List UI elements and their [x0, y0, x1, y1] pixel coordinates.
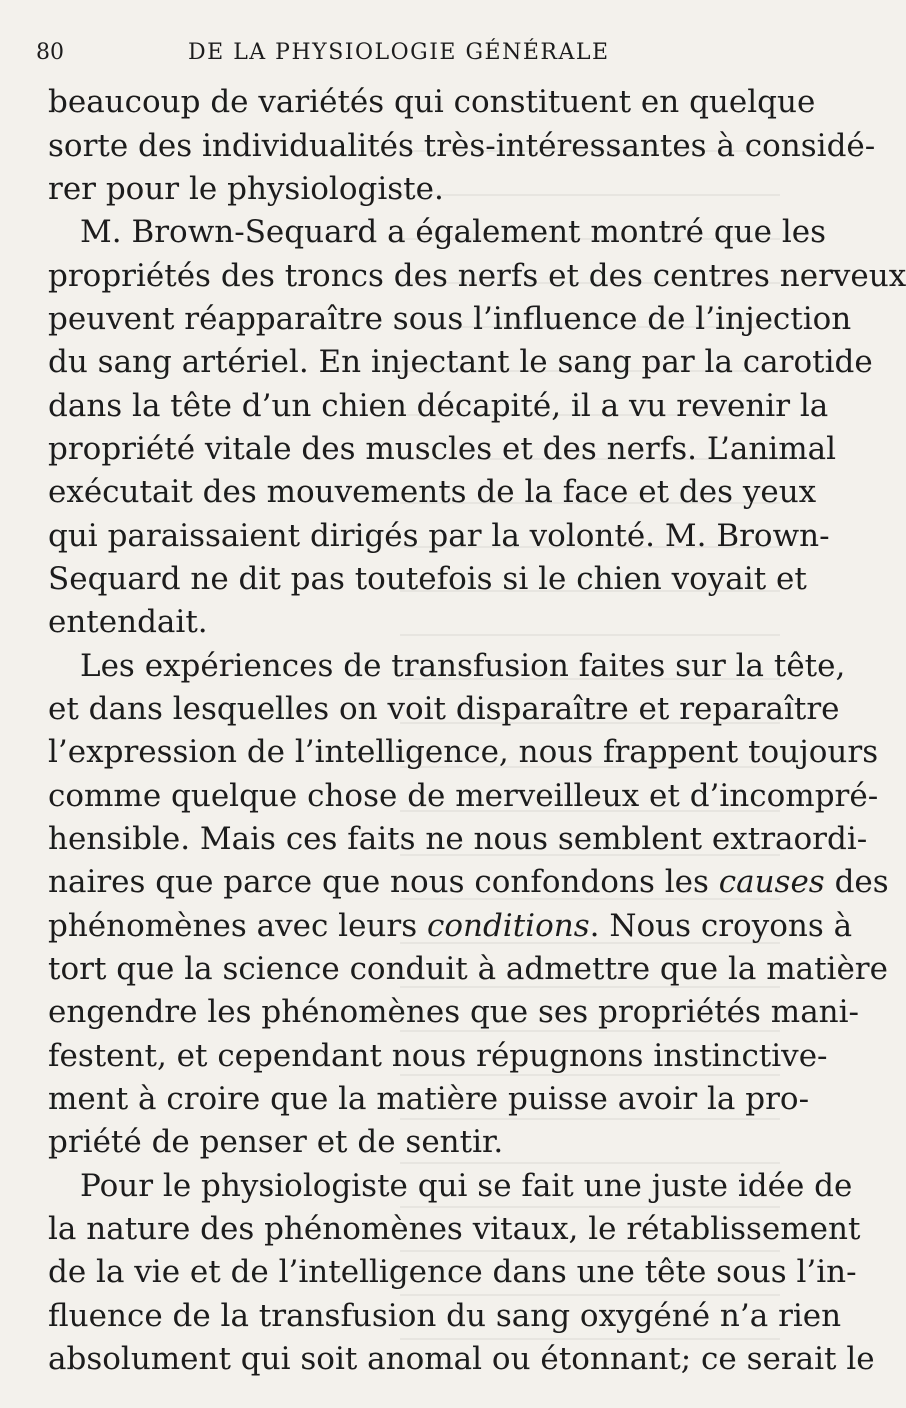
text-line: l’expression de l’intelligence, nous frappent toujours: [48, 734, 879, 770]
text-line: entendait.: [48, 604, 208, 640]
text-line: du sang artériel. En injectant le sang par la carotide: [48, 344, 873, 380]
text-line: beaucoup de variétés qui constituent en quelque: [48, 84, 816, 120]
text-line: engendre les phénomènes que ses propriétés mani-: [48, 994, 860, 1030]
text-line: la nature des phénomènes vitaux, le rétablissement: [48, 1211, 861, 1247]
text-line: hensible. Mais ces faits ne nous semblent extraordi-: [48, 821, 868, 857]
text-line: et dans lesquelles on voit disparaître et reparaître: [48, 691, 840, 727]
emphasis-conditions: conditions: [426, 908, 590, 944]
text-line: [48, 864, 889, 904]
text-line: [48, 908, 853, 948]
text-segment: naires que parce que nous confondons les: [48, 864, 709, 900]
text-line: Sequard ne dit pas toutefois si le chien voyait et: [48, 561, 807, 597]
text-line: dans la tête d’un chien décapité, il a vu revenir la: [48, 388, 829, 424]
text-segment: phénomènes avec leurs: [48, 908, 418, 944]
text-line: propriétés des troncs des nerfs et des centres nerveux: [48, 258, 906, 294]
text-line: Pour le physiologiste qui se fait une juste idée de: [80, 1168, 853, 1204]
text-line: peuvent réapparaître sous l’influence de l’injection: [48, 301, 852, 337]
text-line: tort que la science conduit à admettre que la matière: [48, 951, 888, 987]
text-line: sorte des individualités très-intéressantes à considé-: [48, 128, 876, 164]
emphasis-causes: causes: [718, 864, 825, 900]
text-line: absolument qui soit anomal ou étonnant; ce serait le: [48, 1341, 875, 1377]
text-segment: des: [834, 864, 889, 900]
text-segment: . Nous croyons à: [589, 908, 853, 944]
text-line: qui paraissaient dirigés par la volonté. M. Brown-: [48, 518, 830, 554]
text-line: comme quelque chose de merveilleux et d’incompré-: [48, 778, 879, 814]
text-line: de la vie et de l’intelligence dans une tête sous l’in-: [48, 1254, 857, 1290]
text-line: Les expériences de transfusion faites sur la tête,: [80, 648, 846, 684]
text-line: fluence de la transfusion du sang oxygéné n’a rien: [48, 1298, 842, 1334]
page-header: [0, 40, 800, 74]
text-line: propriété vitale des muscles et des nerfs. L’animal: [48, 431, 836, 467]
page-number: 80: [36, 40, 64, 65]
text-line: exécutait des mouvements de la face et des yeux: [48, 474, 817, 510]
text-line: ment à croire que la matière puisse avoir la pro-: [48, 1081, 810, 1117]
text-line: priété de penser et de sentir.: [48, 1124, 504, 1160]
text-line: festent, et cependant nous répugnons instinctive-: [48, 1038, 828, 1074]
text-line: M. Brown-Sequard a également montré que les: [80, 214, 827, 250]
running-title: DE LA PHYSIOLOGIE GÉNÉRALE: [188, 40, 610, 65]
text-line: rer pour le physiologiste.: [48, 171, 444, 207]
